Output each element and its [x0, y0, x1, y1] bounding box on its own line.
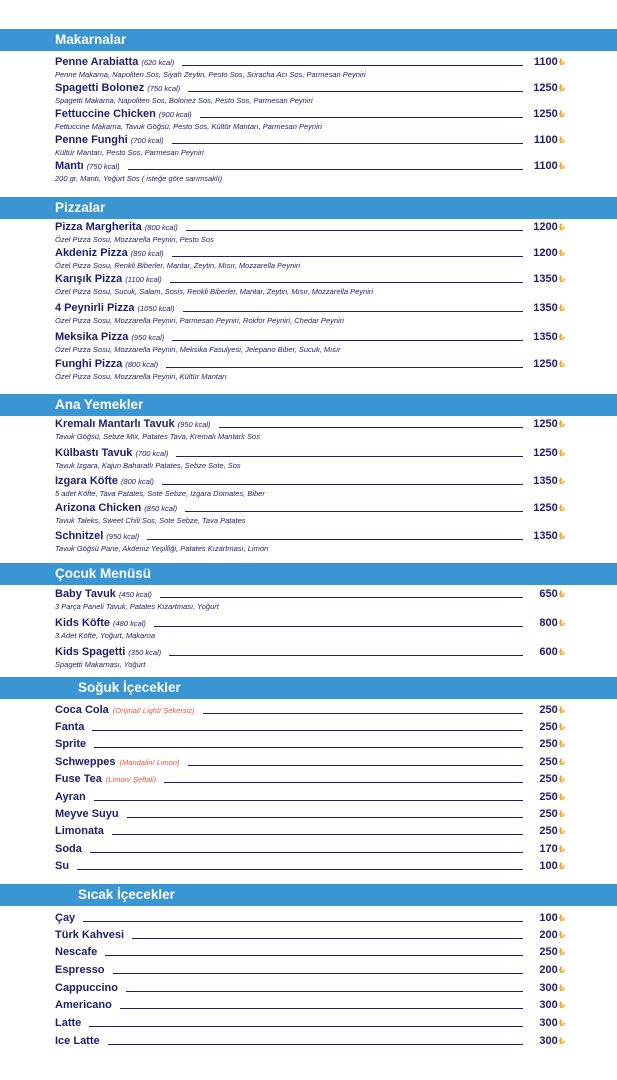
- menu-item: [55, 529, 565, 554]
- leader-line: [219, 427, 523, 428]
- menu-item: [55, 737, 565, 751]
- menu-item-line: [55, 55, 565, 69]
- item-name: Spagetti Bolonez: [55, 82, 145, 94]
- item-price: 300₺: [539, 1017, 565, 1029]
- lira-icon: ₺: [558, 757, 565, 767]
- leader-line: [200, 117, 523, 118]
- leader-line: [169, 655, 523, 656]
- leader-line: [83, 921, 523, 922]
- menu-item: [55, 330, 565, 355]
- menu-item: [55, 246, 565, 271]
- item-description: Özel Pizza Sosu, Mozzarella Peyniri, Kültür Mantarı: [55, 372, 227, 381]
- item-name: Pizza Margherita: [55, 221, 142, 233]
- item-calories: (700 kcal): [130, 136, 164, 145]
- section-header: Sıcak İçecekler: [0, 884, 617, 906]
- menu-item-line: [55, 720, 565, 734]
- menu-item: [55, 963, 565, 977]
- item-name: Karışık Pizza: [55, 273, 123, 285]
- item-price: 250₺: [539, 738, 565, 750]
- leader-line: [183, 311, 523, 312]
- menu-item-line: [55, 772, 565, 786]
- menu-item: [55, 474, 565, 499]
- item-name: Baby Tavuk: [55, 588, 116, 600]
- item-description: Spagetti Makarna, Napoliten Sos, Bolonez Sos, Pesto Sos, Parmesan Peyniri: [55, 96, 313, 105]
- menu-item-line: [55, 133, 565, 147]
- menu-item-line: [55, 220, 565, 234]
- item-calories: (1050 kcal): [137, 304, 175, 313]
- item-name: Meksika Pizza: [55, 331, 129, 343]
- menu-item: [55, 981, 565, 995]
- leader-line: [188, 765, 523, 766]
- menu-item-line: [55, 330, 565, 344]
- item-name: Çay: [55, 912, 76, 924]
- lira-icon: ₺: [558, 913, 565, 923]
- leader-line: [112, 834, 523, 835]
- lira-icon: ₺: [558, 965, 565, 975]
- menu-item-line: [55, 301, 565, 315]
- lira-icon: ₺: [558, 618, 565, 628]
- lira-icon: ₺: [558, 476, 565, 486]
- item-description: Tavuk Taleks, Sweet Chili Sos, Sote Sebze, Tava Patates: [55, 516, 246, 525]
- leader-line: [94, 747, 523, 748]
- item-price: 200₺: [539, 929, 565, 941]
- item-price: 1100₺: [533, 56, 565, 68]
- leader-line: [166, 367, 523, 368]
- menu-item: [55, 772, 565, 786]
- leader-line: [176, 456, 523, 457]
- item-options: (Orijinal/ Light/ Şekersiz): [112, 706, 195, 715]
- item-name: Akdeniz Pizza: [55, 247, 128, 259]
- menu-item-line: [55, 417, 565, 431]
- menu-item: [55, 720, 565, 734]
- lira-icon: ₺: [558, 503, 565, 513]
- item-price: 170₺: [539, 843, 565, 855]
- item-price: 1350₺: [533, 273, 565, 285]
- item-price: 1200₺: [533, 221, 565, 233]
- item-name: Fuse Tea: [55, 773, 102, 785]
- item-calories: (950 kcal): [177, 420, 211, 429]
- menu-item-line: [55, 945, 565, 959]
- item-name: Arizona Chicken: [55, 502, 142, 514]
- menu-item: [55, 55, 565, 80]
- leader-line: [185, 511, 523, 512]
- leader-line: [89, 1026, 523, 1027]
- lira-icon: ₺: [558, 809, 565, 819]
- item-name: Külbastı Tavuk: [55, 447, 133, 459]
- item-calories: (350 kcal): [128, 648, 162, 657]
- item-price: 1350₺: [533, 331, 565, 343]
- leader-line: [182, 65, 523, 66]
- item-price: 600₺: [539, 646, 565, 658]
- leader-line: [170, 282, 523, 283]
- item-name: Funghi Pizza: [55, 358, 123, 370]
- menu-item-line: [55, 824, 565, 838]
- leader-line: [128, 169, 523, 170]
- lira-icon: ₺: [558, 774, 565, 784]
- lira-icon: ₺: [558, 222, 565, 232]
- item-description: 5 adet Köfte, Tava Patates, Sote Sebze, Izgara Domates, Biber: [55, 489, 265, 498]
- item-price: 250₺: [539, 946, 565, 958]
- item-price: 300₺: [539, 1035, 565, 1047]
- menu-item: [55, 357, 565, 382]
- item-name: Latte: [55, 1017, 82, 1029]
- lira-icon: ₺: [558, 248, 565, 258]
- menu-item: [55, 587, 565, 612]
- section-header: Pizzalar: [0, 197, 617, 219]
- item-calories: (620 kcal): [141, 58, 175, 67]
- item-name: Türk Kahvesi: [55, 929, 125, 941]
- item-calories: (950 kcal): [131, 333, 165, 342]
- leader-line: [108, 1044, 523, 1045]
- lira-icon: ₺: [558, 739, 565, 749]
- leader-line: [172, 143, 523, 144]
- item-name: Americano: [55, 999, 112, 1011]
- lira-icon: ₺: [558, 419, 565, 429]
- menu-item: [55, 301, 565, 326]
- leader-line: [92, 730, 523, 731]
- item-price: 250₺: [539, 825, 565, 837]
- lira-icon: ₺: [558, 1036, 565, 1046]
- lira-icon: ₺: [558, 303, 565, 313]
- leader-line: [172, 340, 523, 341]
- item-price: 1350₺: [533, 475, 565, 487]
- item-price: 250₺: [539, 773, 565, 785]
- item-description: Özel Pizza Sosu, Mozzarella Peyniri, Meksika Fasulyesi, Jelepano Biber, Sucuk, Mısır: [55, 345, 341, 354]
- item-price: 800₺: [539, 617, 565, 629]
- menu-item: [55, 911, 565, 925]
- lira-icon: ₺: [558, 531, 565, 541]
- item-price: 1250₺: [533, 358, 565, 370]
- item-options: (Limon/ Şeftali): [105, 775, 157, 784]
- leader-line: [120, 1008, 523, 1009]
- leader-line: [160, 597, 523, 598]
- item-name: Soda: [55, 843, 82, 855]
- item-price: 1100₺: [533, 160, 565, 172]
- menu-item-line: [55, 81, 565, 95]
- section-header: Çocuk Menüsü: [0, 563, 617, 585]
- item-name: Mantı: [55, 160, 84, 172]
- item-price: 250₺: [539, 756, 565, 768]
- menu-item-line: [55, 474, 565, 488]
- item-price: 1250₺: [533, 447, 565, 459]
- menu-item-line: [55, 807, 565, 821]
- leader-line: [94, 800, 523, 801]
- item-name: Ayran: [55, 791, 86, 803]
- menu-item-line: [55, 911, 565, 925]
- item-calories: (480 kcal): [113, 619, 146, 628]
- item-calories: (850 kcal): [144, 504, 178, 513]
- menu-item-line: [55, 159, 565, 173]
- item-price: 1250₺: [533, 108, 565, 120]
- menu-item: [55, 446, 565, 471]
- menu-item: [55, 220, 565, 245]
- leader-line: [127, 817, 523, 818]
- menu-item-line: [55, 246, 565, 260]
- item-options: (Mandalin/ Limon): [119, 758, 180, 767]
- item-price: 1250₺: [533, 418, 565, 430]
- item-description: Spagetti Makarnası, Yoğurt: [55, 660, 146, 669]
- item-name: Espresso: [55, 964, 105, 976]
- lira-icon: ₺: [558, 792, 565, 802]
- menu-item-line: [55, 529, 565, 543]
- menu-item: [55, 645, 565, 670]
- menu-item-line: [55, 501, 565, 515]
- item-price: 1350₺: [533, 302, 565, 314]
- item-name: Meyve Suyu: [55, 808, 119, 820]
- menu-item: [55, 928, 565, 942]
- item-price: 1100₺: [533, 134, 565, 146]
- lira-icon: ₺: [558, 947, 565, 957]
- lira-icon: ₺: [558, 844, 565, 854]
- menu-item: [55, 807, 565, 821]
- menu-item: [55, 859, 565, 873]
- item-description: Tavuk Göğsü, Sebze Mix, Patates Tava, Kremalı Mantarlı Sos: [55, 432, 260, 441]
- leader-line: [164, 782, 523, 783]
- item-name: Schnitzel: [55, 530, 104, 542]
- leader-line: [113, 973, 523, 974]
- item-name: Penne Funghi: [55, 134, 128, 146]
- menu-item-line: [55, 755, 565, 769]
- item-name: Cappuccino: [55, 982, 118, 994]
- item-price: 100₺: [539, 912, 565, 924]
- item-description: Tavuk Göğsü Pane, Akdeniz Yeşilliği, Patates Kızartması, Limon: [55, 544, 269, 553]
- leader-line: [203, 713, 524, 714]
- item-description: Penne Makarna, Napoliten Sos, Siyah Zeytin, Pesto Sos, Sriracha Acı Sos, Parmesan Peyniri: [55, 70, 366, 79]
- leader-line: [188, 91, 523, 92]
- item-calories: (850 kcal): [130, 249, 164, 258]
- item-name: Nescafe: [55, 946, 98, 958]
- leader-line: [126, 991, 523, 992]
- item-description: Özel Pizza Sosu, Mozzarella Peyniri, Parmesan Peyniri, Rokfor Peyniri, Chedar Peyniri: [55, 316, 344, 325]
- menu-item: [55, 272, 565, 297]
- lira-icon: ₺: [558, 1018, 565, 1028]
- item-name: 4 Peynirli Pizza: [55, 302, 135, 314]
- leader-line: [154, 626, 523, 627]
- item-price: 1350₺: [533, 530, 565, 542]
- item-name: Kids Köfte: [55, 617, 110, 629]
- item-name: Ice Latte: [55, 1035, 100, 1047]
- item-price: 1250₺: [533, 82, 565, 94]
- lira-icon: ₺: [558, 109, 565, 119]
- lira-icon: ₺: [558, 589, 565, 599]
- lira-icon: ₺: [558, 448, 565, 458]
- item-calories: (1100 kcal): [125, 275, 162, 284]
- menu-item: [55, 81, 565, 106]
- menu-item-line: [55, 703, 565, 717]
- lira-icon: ₺: [558, 57, 565, 67]
- lira-icon: ₺: [558, 83, 565, 93]
- menu-item: [55, 616, 565, 641]
- item-name: Fettuccine Chicken: [55, 108, 156, 120]
- item-name: Izgara Köfte: [55, 475, 118, 487]
- lira-icon: ₺: [558, 359, 565, 369]
- item-price: 1200₺: [533, 247, 565, 259]
- menu-item-line: [55, 587, 565, 601]
- item-description: Tavuk Izgara, Kajun Baharatlı Patates, Sebze Sote, Sos: [55, 461, 241, 470]
- item-price: 300₺: [539, 982, 565, 994]
- leader-line: [186, 230, 523, 231]
- leader-line: [90, 852, 523, 853]
- menu-item: [55, 842, 565, 856]
- menu-item-line: [55, 928, 565, 942]
- menu-item: [55, 703, 565, 717]
- item-price: 200₺: [539, 964, 565, 976]
- leader-line: [172, 256, 523, 257]
- menu-item-line: [55, 1016, 565, 1030]
- menu-item: [55, 501, 565, 526]
- section-header: Makarnalar: [0, 29, 617, 51]
- lira-icon: ₺: [558, 983, 565, 993]
- item-price: 100₺: [539, 860, 565, 872]
- menu-item-line: [55, 446, 565, 460]
- item-description: Kültür Mantarı, Pesto Sos, Parmesan Peyniri: [55, 148, 204, 157]
- lira-icon: ₺: [558, 135, 565, 145]
- leader-line: [132, 938, 523, 939]
- item-price: 250₺: [539, 791, 565, 803]
- item-name: Limonata: [55, 825, 104, 837]
- item-price: 250₺: [539, 808, 565, 820]
- leader-line: [162, 484, 523, 485]
- lira-icon: ₺: [558, 826, 565, 836]
- item-calories: (900 kcal): [158, 110, 192, 119]
- menu-item-line: [55, 1034, 565, 1048]
- item-calories: (800 kcal): [120, 477, 154, 486]
- menu-item: [55, 824, 565, 838]
- item-calories: (950 kcal): [106, 532, 140, 541]
- lira-icon: ₺: [558, 861, 565, 871]
- lira-icon: ₺: [558, 332, 565, 342]
- item-description: 200 gr. Mantı, Yoğurt Sos ( isteğe göre sarımsaklı): [55, 174, 223, 183]
- item-calories: (700 kcal): [135, 449, 169, 458]
- item-description: Özel Pizza Sosu, Renkli Biberler, Mantar, Zeytin, Mısır, Mozzarella Peyniri: [55, 261, 301, 270]
- menu-item: [55, 790, 565, 804]
- menu-item-line: [55, 107, 565, 121]
- menu-item: [55, 755, 565, 769]
- menu-item-line: [55, 790, 565, 804]
- item-name: Penne Arabiatta: [55, 56, 139, 68]
- lira-icon: ₺: [558, 930, 565, 940]
- lira-icon: ₺: [558, 161, 565, 171]
- item-name: Su: [55, 860, 70, 872]
- menu-item: [55, 945, 565, 959]
- menu-item-line: [55, 981, 565, 995]
- item-calories: (800 kcal): [125, 360, 159, 369]
- menu-item: [55, 107, 565, 132]
- menu-item-line: [55, 963, 565, 977]
- item-calories: (750 kcal): [147, 84, 181, 93]
- menu-item: [55, 417, 565, 442]
- menu-item: [55, 133, 565, 158]
- menu-item-line: [55, 842, 565, 856]
- item-price: 1250₺: [533, 502, 565, 514]
- lira-icon: ₺: [558, 705, 565, 715]
- lira-icon: ₺: [558, 274, 565, 284]
- menu-item-line: [55, 645, 565, 659]
- leader-line: [77, 869, 523, 870]
- item-description: Özel Pizza Sosu, Sucuk, Salam, Sosis, Renkli Biberler, Mantar, Zeytin, Mısır, Mozzarella Peyniri: [55, 287, 374, 296]
- section-header: Ana Yemekler: [0, 394, 617, 416]
- menu-item: [55, 998, 565, 1012]
- menu-item-line: [55, 998, 565, 1012]
- item-price: 300₺: [539, 999, 565, 1011]
- item-description: 3 Parça Paneli Tavuk, Patates Kızartması, Yoğurt: [55, 602, 219, 611]
- item-calories: (750 kcal): [86, 162, 120, 171]
- item-price: 250₺: [539, 704, 565, 716]
- menu-item-line: [55, 357, 565, 371]
- menu-item-line: [55, 272, 565, 286]
- item-price: 650₺: [539, 588, 565, 600]
- item-name: Kremalı Mantarlı Tavuk: [55, 418, 175, 430]
- item-name: Coca Cola: [55, 704, 109, 716]
- leader-line: [105, 955, 523, 956]
- item-name: Fanta: [55, 721, 85, 733]
- leader-line: [147, 539, 523, 540]
- lira-icon: ₺: [558, 1000, 565, 1010]
- item-description: 3 Adet Köfte, Yoğurt, Makarna: [55, 631, 156, 640]
- lira-icon: ₺: [558, 722, 565, 732]
- item-description: Fettuccine Makarna, Tavuk Göğsü, Pesto Sos, Kültür Mantarı, Parmesan Peyniri: [55, 122, 322, 131]
- item-name: Sprite: [55, 738, 87, 750]
- menu-item-line: [55, 616, 565, 630]
- item-calories: (800 kcal): [144, 223, 178, 232]
- menu-item: [55, 1034, 565, 1048]
- lira-icon: ₺: [558, 647, 565, 657]
- item-name: Schweppes: [55, 756, 116, 768]
- menu-item: [55, 159, 565, 184]
- item-name: Kids Spagetti: [55, 646, 126, 658]
- item-calories: (450 kcal): [118, 590, 152, 599]
- menu-item: [55, 1016, 565, 1030]
- menu-item-line: [55, 859, 565, 873]
- menu-item-line: [55, 737, 565, 751]
- section-header: Soğuk İçecekler: [0, 677, 617, 699]
- item-description: Özel Pizza Sosu, Mozzarella Peyniri, Pesto Sos: [55, 235, 214, 244]
- item-price: 250₺: [539, 721, 565, 733]
